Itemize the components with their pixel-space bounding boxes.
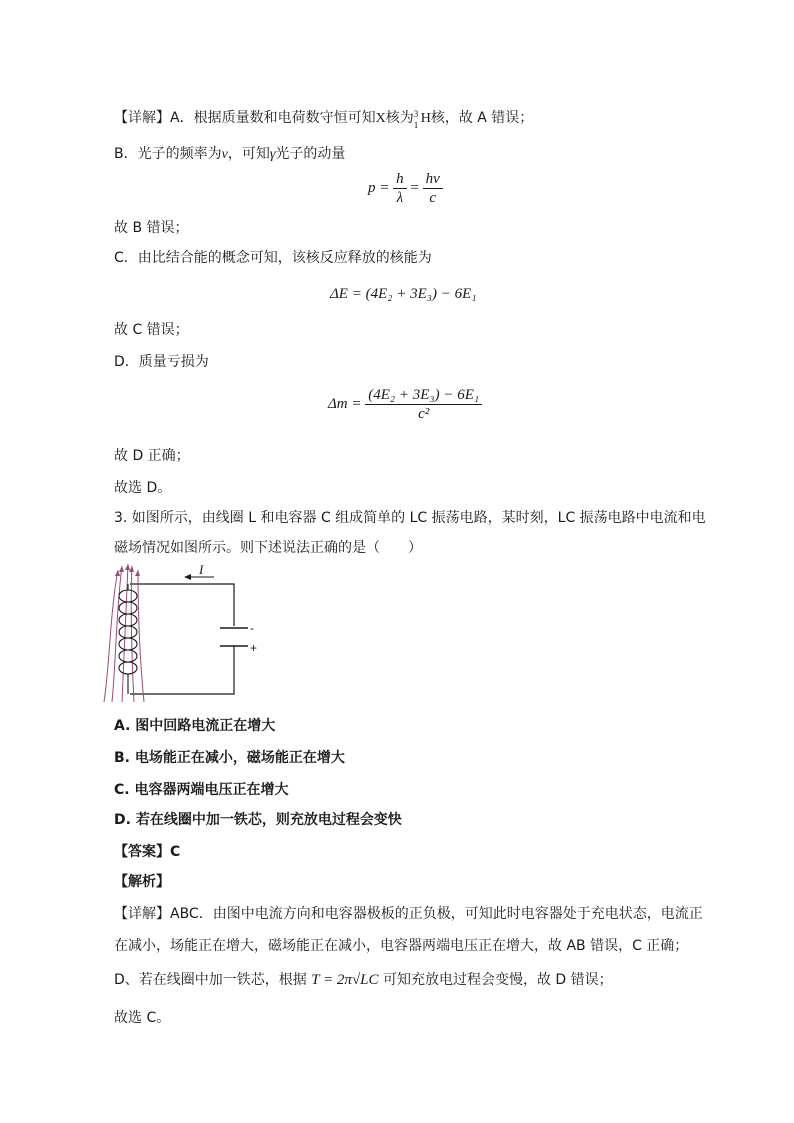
fraction-denominator: c (429, 190, 437, 206)
detail-b-prefix: B．光子的频率为 (114, 146, 222, 162)
fraction-h-lambda (393, 170, 407, 207)
current-arrow-head (184, 574, 191, 580)
option-c: C. 电容器两端电压正在增大 (114, 782, 289, 798)
analysis-title: 【解析】 (114, 874, 170, 890)
lc-circuit-figure (100, 562, 270, 706)
circuit-wire-bottom (130, 646, 234, 694)
detail-d-line: D．质量亏损为 (114, 354, 209, 370)
nuclide-mass-number: 3 (413, 109, 419, 119)
period-formula: T = 2π√LC (311, 972, 379, 988)
detail-d-line (114, 970, 613, 990)
fraction-numerator: h (393, 170, 407, 189)
nuclide-charge-number: 1 (413, 120, 419, 130)
question3-stem-line2: 磁场情况如图所示。则下述说法正确的是（ ） (114, 540, 422, 556)
momentum-formula-eq: = (410, 179, 419, 196)
detail-d-prefix: D、若在线圈中加一铁芯，根据 (114, 972, 307, 988)
mass-defect-formula (328, 386, 482, 423)
magnetic-field-lines (104, 564, 144, 702)
detail-d-conclusion: 故 D 正确； (114, 448, 190, 464)
momentum-formula-lhs: p = (368, 179, 390, 196)
fraction-denominator: λ (396, 190, 404, 206)
positive-sign: + (250, 641, 258, 655)
detail-b-gamma: γ (269, 147, 276, 162)
fraction-hnu-c (423, 170, 443, 207)
detail-a-suffix: 核，故 A 错误； (430, 110, 534, 126)
detail-b-conclusion: 故 B 错误； (114, 220, 189, 236)
question3-final: 故选 C。 (114, 1010, 171, 1026)
detail-a-line (114, 108, 533, 129)
negative-sign: - (250, 621, 254, 635)
detail-abc-line2: 在减小，场能正在增大，磁场能正在减小，电容器两端电压正在增大，故 AB 错误，C 正确； (114, 938, 689, 954)
detail-b-line (114, 144, 345, 165)
nuclide-symbol (414, 109, 431, 129)
answer: 【答案】C (114, 844, 181, 860)
detail-d-suffix: 可知充放电过程会变慢，故 D 错误； (382, 972, 613, 988)
detail-c-line: C．由比结合能的概念可知，该核反应释放的核能为 (114, 250, 432, 266)
detail-b-suffix: 光子的动量 (275, 146, 346, 162)
mass-defect-lhs: Δm = (328, 395, 362, 412)
circuit-wire-top (130, 584, 234, 626)
inductor-coil (119, 584, 137, 694)
momentum-formula (368, 170, 443, 207)
detail-a-mid: 核为 (385, 110, 414, 126)
nuclide-element: H (420, 111, 431, 126)
fraction-numerator: (4E₂ + 3E₃) − 6E₁ (365, 386, 482, 405)
detail-a-prefix: 【详解】A．根据质量数和电荷数守恒可知 (114, 110, 376, 126)
fraction-denominator: c² (418, 406, 430, 422)
option-b: B. 电场能正在减小，磁场能正在增大 (114, 750, 345, 766)
question3-stem-line1: 3. 如图所示，由线圈 L 和电容器 C 组成简单的 LC 振荡电路，某时刻，LC 振荡电路中电流和电 (114, 510, 706, 526)
option-a: A. 图中回路电流正在增大 (114, 718, 276, 734)
detail-c-conclusion: 故 C 错误； (114, 322, 189, 338)
current-label: I (199, 562, 204, 577)
fraction-mass-defect (365, 386, 482, 423)
detail-abc-line1: 【详解】ABC．由图中电流方向和电容器极板的正负极，可知此时电容器处于充电状态，电流正 (114, 906, 703, 922)
section1-final: 故选 D。 (114, 480, 172, 496)
detail-b-nu: ν (221, 147, 228, 162)
energy-formula: ΔE = (4E₂ + 3E₃) − 6E₁ (330, 286, 477, 302)
option-d: D. 若在线圈中加一铁芯，则充放电过程会变快 (114, 812, 402, 828)
detail-b-mid: ，可知 (227, 146, 270, 162)
detail-a-x: X (375, 111, 386, 126)
fraction-numerator: hν (423, 170, 443, 189)
